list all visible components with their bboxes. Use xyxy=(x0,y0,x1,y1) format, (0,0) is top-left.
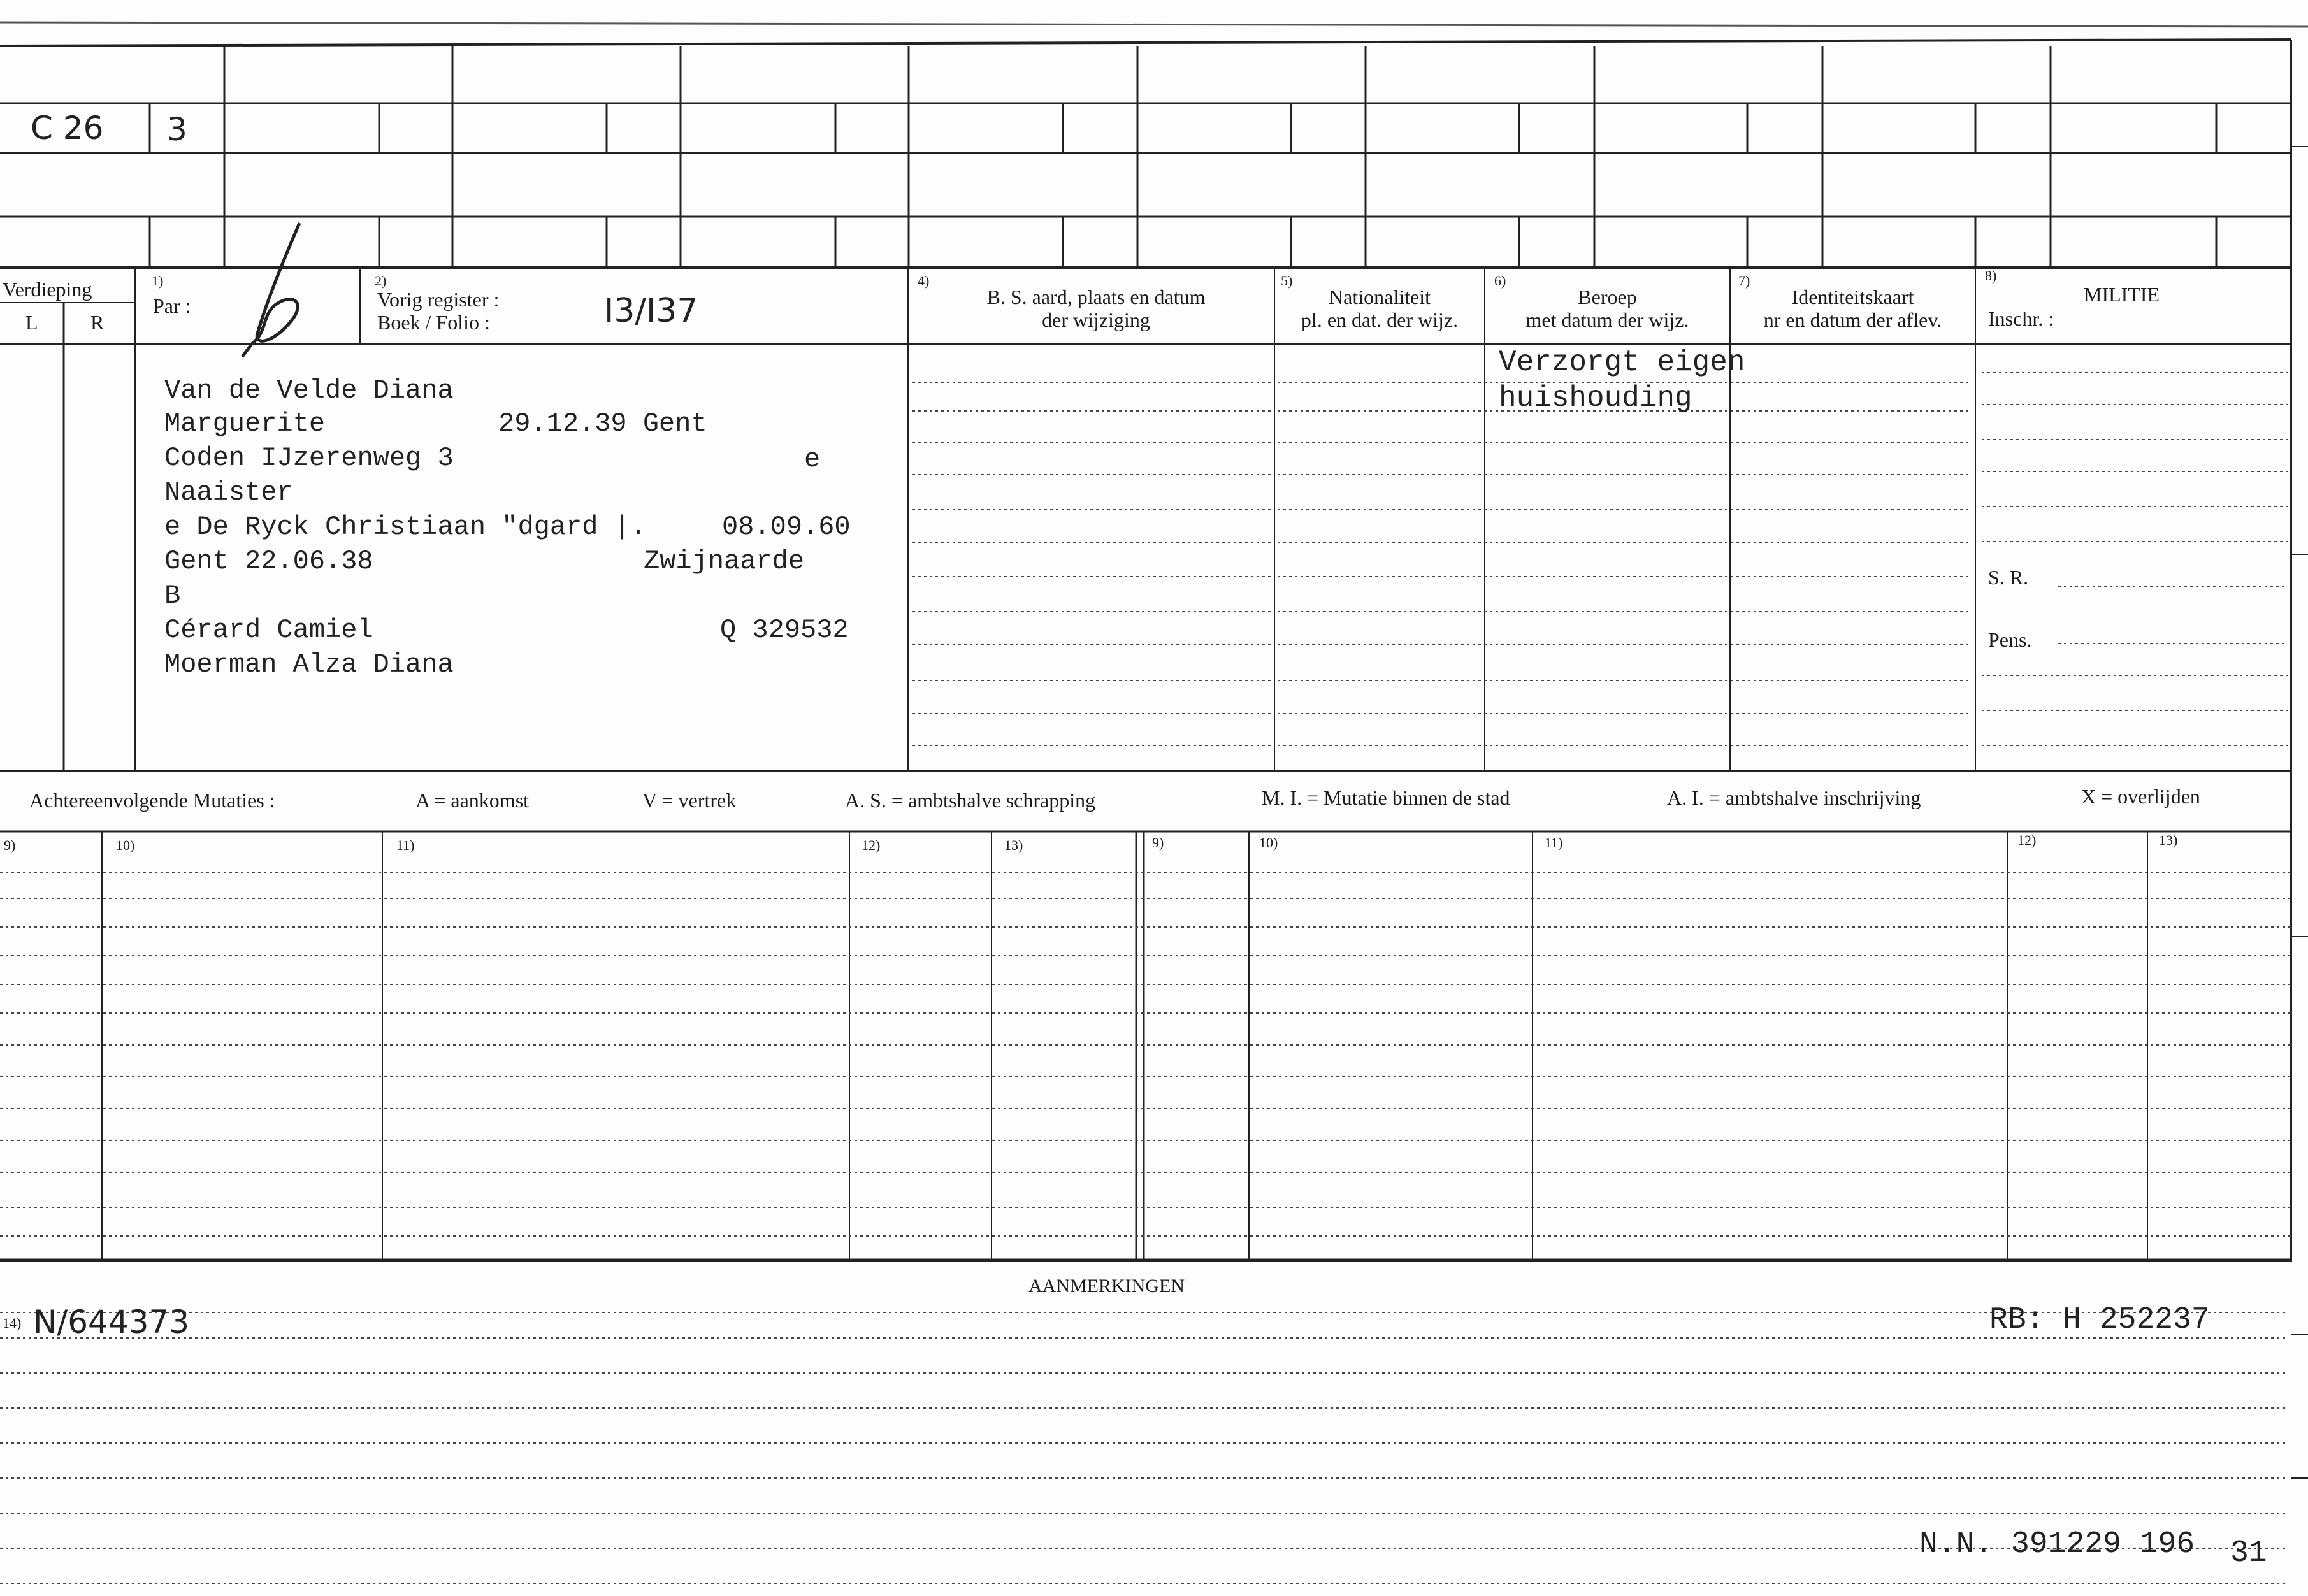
par-handwritten-mark xyxy=(242,223,299,357)
top-code: C 26 xyxy=(31,110,104,147)
mutatie-col-num: 11) xyxy=(396,837,415,853)
vorig-value: I3/I37 xyxy=(604,292,698,330)
person-line9: Moerman Alza Diana xyxy=(164,649,454,680)
vorig-line2: Boek / Folio : xyxy=(377,311,490,334)
aanmerkingen-title: AANMERKINGEN xyxy=(1028,1276,1185,1297)
mutatie-col-num: 11) xyxy=(1545,835,1563,851)
mutatie-col-num: 13) xyxy=(2159,832,2178,848)
id-num: 7) xyxy=(1738,273,1750,289)
rb-number: RB: H 252237 xyxy=(1989,1303,2210,1337)
mutatie-col-num: 10) xyxy=(1259,835,1278,851)
person-line4: Naaister xyxy=(164,477,293,508)
person-line6-right: Zwijnaarde xyxy=(644,546,805,577)
par-num: 1) xyxy=(152,273,164,289)
verdieping-col-r: R xyxy=(90,311,105,334)
person-line5-name: e De Ryck Christiaan "dgard |. xyxy=(164,512,647,542)
person-line2-name: Marguerite xyxy=(164,408,326,439)
nat-line1: Nationaliteit xyxy=(1329,285,1431,308)
nat-line2: pl. en dat. der wijz. xyxy=(1301,308,1459,331)
id-line2: nr en datum der aflev. xyxy=(1763,308,1942,331)
mutatie-col-num: 9) xyxy=(4,837,16,853)
par-label: Par : xyxy=(153,294,191,317)
vorig-line1: Vorig register : xyxy=(377,288,500,311)
person-line6-place: Gent 22.06.38 xyxy=(164,546,373,577)
nn-number: N.N. 391229 196 xyxy=(1919,1527,2195,1562)
mutatie-legend-item: A. S. = ambtshalve schrapping xyxy=(845,789,1096,812)
mutatie-legend-item: X = overlijden xyxy=(2081,785,2200,808)
mutaties-title: Achtereenvolgende Mutaties : xyxy=(29,789,275,812)
mutatie-col-num: 9) xyxy=(1152,835,1164,851)
person-line5-date: 08.09.60 xyxy=(722,512,851,542)
beroep-value-line1: Verzorgt eigen xyxy=(1499,346,1745,379)
mutatie-legend-item: V = vertrek xyxy=(642,789,737,812)
mil-inschr: Inschr. : xyxy=(1988,307,2054,330)
mil-pens: Pens. xyxy=(1988,628,2032,651)
person-line3: Coden IJzerenweg 3 xyxy=(164,443,454,473)
mutatie-col-num: 12) xyxy=(862,837,881,853)
person-line1: Van de Velde Diana xyxy=(164,375,454,406)
person-line8-name: Cérard Camiel xyxy=(164,615,373,645)
beroep-num: 6) xyxy=(1494,273,1506,289)
mutatie-legend-item: M. I. = Mutatie binnen de stad xyxy=(1262,786,1510,809)
person-line7: B xyxy=(164,580,181,611)
verdieping-col-l: L xyxy=(25,311,38,334)
mutatie-legend-item: A. I. = ambtshalve inschrijving xyxy=(1667,786,1921,809)
mutatie-legend-item: A = aankomst xyxy=(415,789,530,812)
bs-num: 4) xyxy=(918,273,930,289)
verdieping-label: Verdieping xyxy=(3,278,92,301)
page-number: 31 xyxy=(2230,1536,2267,1571)
person-line8-code: Q 329532 xyxy=(720,615,849,645)
mutatie-col-num: 13) xyxy=(1004,837,1023,853)
beroep-value-line2: huishouding xyxy=(1499,382,1692,415)
nat-num: 5) xyxy=(1281,273,1293,289)
mil-num: 8) xyxy=(1985,268,1997,284)
aanmerkingen-num: 14) xyxy=(3,1315,22,1331)
n-number: N/644373 xyxy=(33,1304,190,1341)
mutatie-col-num: 10) xyxy=(116,837,135,853)
id-line1: Identiteitskaart xyxy=(1791,285,1914,308)
top-number: 3 xyxy=(167,111,187,148)
vorig-num: 2) xyxy=(375,273,387,289)
beroep-line1: Beroep xyxy=(1578,285,1637,308)
beroep-line2: met datum der wijz. xyxy=(1525,308,1689,331)
bs-line2: der wijziging xyxy=(1042,308,1150,331)
person-line2-date: 29.12.39 Gent xyxy=(498,408,707,439)
mil-sr: S. R. xyxy=(1988,566,2029,589)
bs-line1: B. S. aard, plaats en datum xyxy=(986,285,1206,308)
mil-title: MILITIE xyxy=(2084,283,2160,306)
mutatie-col-num: 12) xyxy=(2017,832,2037,848)
person-line3-mark: e xyxy=(804,444,821,475)
